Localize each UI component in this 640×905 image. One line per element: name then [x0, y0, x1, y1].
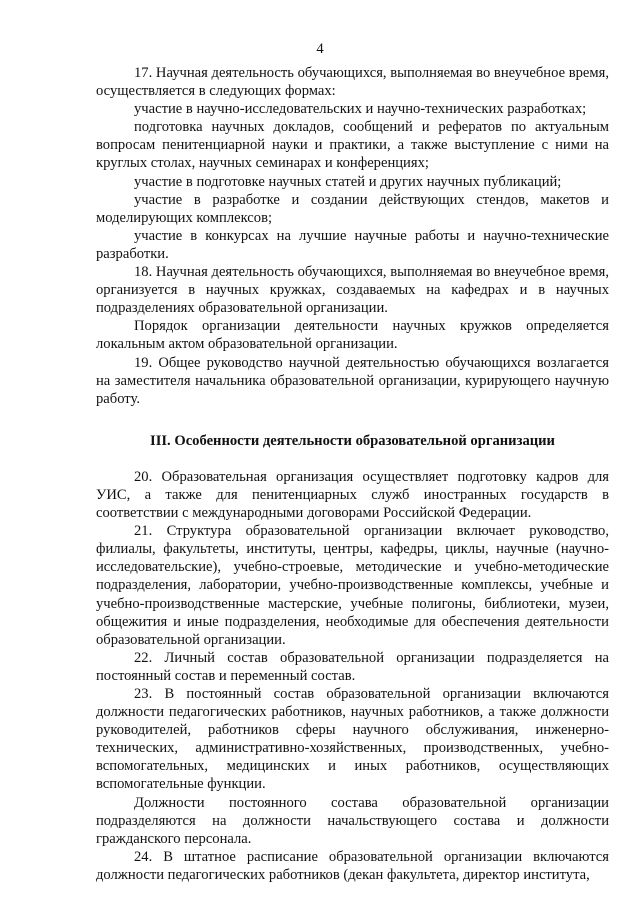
paragraph-18: 18. Научная деятельность обучающихся, выполняемая во внеучебное время, организуется в научных кружках, создаваемых на кафедрах и в научных подразделениях образовательной организации. [96, 264, 609, 317]
paragraph-23: 23. В постоянный состав образовательной организации включаются должности педагогических работников, научных работников, а также должности руководителей, работников сферы научного обслуживания, инженерно-технических, административно-хозяйственных, производственных, учебно-вспомогательных, медицинских и иных работников, осуществляющих вспомогательные функции. [96, 686, 609, 793]
paragraph-23-positions: Должности постоянного состава образовательной организации подразделяются на должности начальствующего состава и должности гражданского персонала. [96, 794, 609, 847]
paragraph-22: 22. Личный состав образовательной организации подразделяется на постоянный состав и переменный состав. [96, 649, 609, 684]
paragraph-18-order: Порядок организации деятельности научных кружков определяется локальным актом образовательной организации. [96, 318, 609, 353]
paragraph-17: 17. Научная деятельность обучающихся, выполняемая во внеучебное время, осуществляется в следующих формах: [96, 65, 609, 100]
section-heading: III. Особенности деятельности образовательной организации [150, 432, 555, 449]
page-content [96, 64, 609, 884]
paragraph-24: 24. В штатное расписание образовательной организации включаются должности педагогических работников (декан факультета, директор института, [96, 848, 609, 883]
paragraph-21: 21. Структура образовательной организации включает руководство, филиалы, факультеты, институты, центры, кафедры, циклы, научные (научно-исследовательские), учебно-строевые, методические и учебно-методические подразделения, лаборатории, учебно-производственные комплексы, учебные и учебно-производственные мастерские, учебные полигоны, библиотеки, музеи, общежития и иные подразделения, необходимые для обеспечения деятельности образовательной организации. [96, 523, 609, 648]
page-number: 4 [316, 41, 324, 57]
list-item-publications: участие в подготовке научных статей и других научных публикаций; [134, 173, 562, 190]
list-item-stands: участие в разработке и создании действующих стендов, макетов и моделирующих комплексов; [96, 191, 609, 226]
list-item-contests: участие в конкурсах на лучшие научные работы и научно-технические разработки. [96, 227, 609, 262]
list-item-research: участие в научно-исследовательских и научно-технических разработках; [134, 101, 587, 118]
paragraph-20: 20. Образовательная организация осуществляет подготовку кадров для УИС, а также для пенитенциарных служб иностранных государств в соответствии с международными договорами Российской Федерации. [96, 468, 609, 522]
paragraph-19: 19. Общее руководство научной деятельностью обучающихся возлагается на заместителя начальника образовательной организации, курирующего научную работу. [96, 354, 609, 407]
list-item-reports: подготовка научных докладов, сообщений и рефератов по актуальным вопросам пенитенциарной науки и практики, а также выступление с ними на круглых столах, научных семинарах и конференциях; [96, 119, 609, 172]
